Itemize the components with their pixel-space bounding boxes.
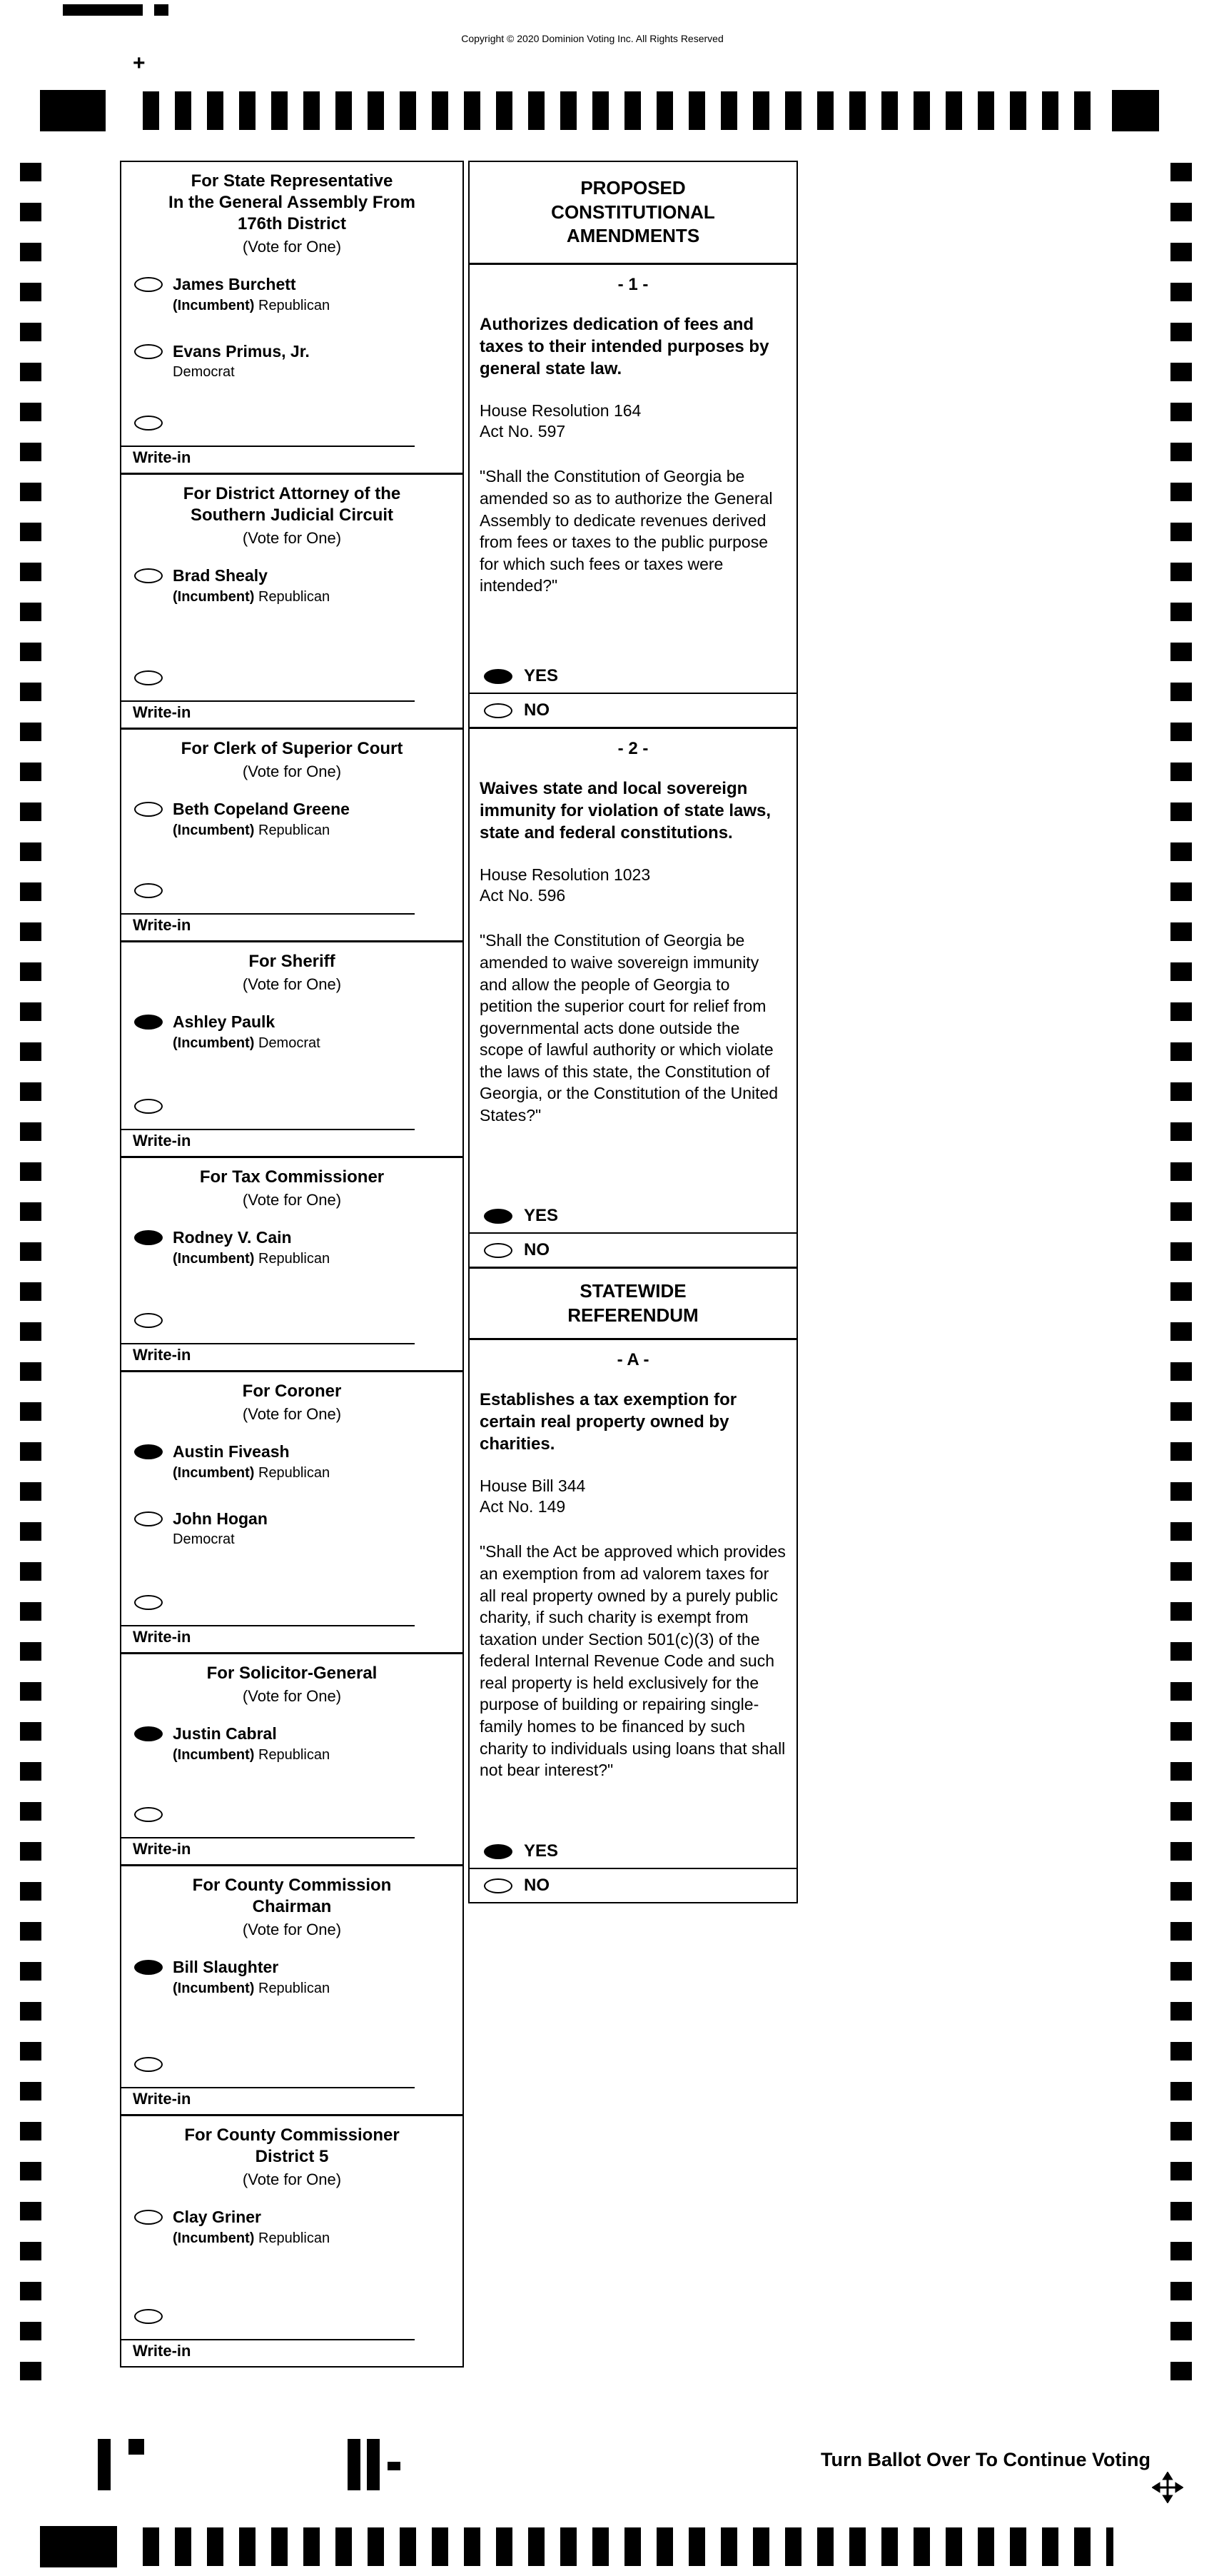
candidate-text — [173, 1012, 320, 1052]
contest-title: For Clerk of Superior Court — [181, 739, 403, 758]
candidate-list — [121, 566, 462, 633]
measure-question: "Shall the Constitution of Georgia be amended so as to authorize the General Assembly to dedicate revenues derived from fees or taxes to the public purpose for which such fees or taxes were intended?" — [480, 467, 773, 595]
candidate-text — [173, 800, 350, 840]
measure-summary: Establishes a tax exemption for certain real property owned by charities. — [480, 1390, 737, 1454]
write-in-label: Write-in — [133, 916, 191, 934]
candidate-oval[interactable] — [134, 1726, 163, 1741]
ballot-index-bar — [367, 2439, 380, 2490]
contest-title: For County Commission Chairman — [192, 1876, 392, 1916]
candidate-list — [121, 800, 462, 867]
candidate-name: James Burchett — [173, 275, 296, 293]
option-oval[interactable] — [484, 703, 512, 718]
measure-option — [470, 1232, 796, 1267]
write-in-oval[interactable] — [134, 1807, 163, 1822]
measure-summary: Authorizes dedication of fees and taxes to their intended purposes by general state law. — [480, 315, 769, 379]
contest — [121, 162, 462, 475]
candidate-oval[interactable] — [134, 2210, 163, 2225]
timing-mark-top-left-block — [40, 90, 106, 131]
measure-options — [470, 660, 796, 727]
vote-for-instruction: (Vote for One) — [242, 1687, 342, 1705]
write-in-row — [121, 883, 462, 902]
ballot-measure — [470, 1340, 796, 1902]
candidate-oval[interactable] — [134, 1015, 163, 1030]
candidate-oval[interactable] — [134, 344, 163, 359]
write-in-label: Write-in — [133, 1346, 191, 1364]
candidate-party-name: Democrat — [173, 364, 235, 381]
contest-title: For District Attorney of the Southern Judicial Circuit — [183, 484, 401, 525]
candidate-text — [173, 1442, 330, 1482]
measure-number: - 2 - — [617, 739, 649, 758]
candidate-list — [121, 1958, 462, 2025]
candidate-party — [173, 588, 330, 606]
candidate-party-name: Democrat — [254, 1035, 320, 1051]
write-in-row — [121, 1313, 462, 1332]
write-in-oval[interactable] — [134, 1595, 163, 1610]
write-in-row — [121, 2057, 462, 2076]
measure-references: House Resolution 1023 Act No. 596 — [480, 865, 651, 905]
contest — [121, 2116, 462, 2366]
option-oval[interactable] — [484, 1209, 512, 1224]
candidate-incumbent: (Incumbent) — [173, 1035, 255, 1051]
candidate-option — [121, 1012, 462, 1052]
corner-registration-bar — [63, 4, 143, 16]
candidate-text — [173, 1958, 330, 1998]
write-in-label: Write-in — [133, 2090, 191, 2108]
copyright-notice: Copyright © 2020 Dominion Voting Inc. All Rights Reserved — [461, 33, 724, 44]
measure-options — [470, 1835, 796, 1902]
contest-title: For Solicitor-General — [206, 1664, 378, 1683]
measure-options — [470, 1199, 796, 1267]
write-in-oval[interactable] — [134, 1313, 163, 1328]
candidate-name: Clay Griner — [173, 2208, 261, 2226]
contest-title: For Coroner — [242, 1382, 342, 1401]
contest — [121, 1158, 462, 1372]
contest — [121, 730, 462, 942]
candidate-oval[interactable] — [134, 802, 163, 817]
option-label: NO — [524, 1240, 550, 1259]
vote-for-instruction: (Vote for One) — [242, 975, 342, 993]
write-in-oval[interactable] — [134, 883, 163, 898]
ballot-index-bar — [98, 2439, 111, 2490]
option-label: NO — [524, 1876, 550, 1895]
option-oval[interactable] — [484, 669, 512, 684]
candidate-name: Ashley Paulk — [173, 1012, 275, 1031]
vote-for-instruction: (Vote for One) — [242, 1405, 342, 1423]
candidate-incumbent: (Incumbent) — [173, 1250, 255, 1267]
candidate-party-name: Republican — [254, 1464, 330, 1481]
candidate-party — [173, 1464, 330, 1482]
candidate-option — [121, 1228, 462, 1268]
candidate-option — [121, 800, 462, 840]
candidate-party — [173, 1035, 320, 1052]
option-label: YES — [524, 666, 559, 685]
measure-option — [470, 1835, 796, 1868]
write-in-label: Write-in — [133, 1840, 191, 1858]
candidate-party — [173, 1250, 330, 1268]
candidate-oval[interactable] — [134, 568, 163, 583]
measure-option — [470, 660, 796, 693]
write-in-row — [121, 1807, 462, 1826]
candidate-list — [121, 275, 462, 408]
measure-option — [470, 693, 796, 727]
candidate-incumbent: (Incumbent) — [173, 1980, 255, 1996]
measures-section-header: STATEWIDE REFERENDUM — [470, 1269, 796, 1340]
write-in-label: Write-in — [133, 703, 191, 721]
contest — [121, 475, 462, 730]
vote-for-instruction: (Vote for One) — [242, 238, 342, 256]
ballot-index-square — [128, 2439, 144, 2455]
write-in-label: Write-in — [133, 448, 191, 466]
candidate-oval[interactable] — [134, 1511, 163, 1526]
candidate-list — [121, 1724, 462, 1791]
ballot-measure — [470, 265, 796, 729]
contest — [121, 1866, 462, 2116]
candidate-party — [173, 297, 330, 315]
corner-registration-square — [154, 4, 168, 16]
candidate-option — [121, 2208, 462, 2248]
candidate-option — [121, 1442, 462, 1482]
candidate-list — [121, 1228, 462, 1295]
write-in-block — [121, 416, 462, 473]
turn-ballot-instruction: Turn Ballot Over To Continue Voting — [821, 2449, 1150, 2470]
measure-question: "Shall the Act be approved which provides an exemption from ad valorem taxes for all real property owned by a purely public charity, if such charity is exempt from taxation under Section 501(c)(3) of the federal Internal Revenue Code and such real property is held exclusively for the purpose of building or repairing single-family homes to be financed by such charity to individuals using loans that shall not bear interest?" — [480, 1542, 786, 1780]
timing-mark-top-right-block — [1112, 90, 1159, 131]
write-in-block — [121, 2057, 462, 2114]
measure-summary: Waives state and local sovereign immunity for violation of state laws, state and federal constitutions. — [480, 779, 772, 843]
vote-for-instruction: (Vote for One) — [242, 1191, 342, 1209]
candidate-option — [121, 275, 462, 315]
candidate-option — [121, 566, 462, 606]
candidate-party-name: Republican — [254, 822, 330, 838]
vote-for-instruction: (Vote for One) — [242, 529, 342, 547]
candidate-incumbent: (Incumbent) — [173, 2230, 255, 2246]
candidate-text — [173, 1724, 330, 1764]
candidate-party-name: Republican — [254, 2230, 330, 2246]
timing-marks-right — [1170, 163, 1192, 2380]
candidate-party-name: Republican — [254, 1250, 330, 1267]
write-in-oval[interactable] — [134, 2057, 163, 2072]
measure-question: "Shall the Constitution of Georgia be amended to waive sovereign immunity and allow the people of Georgia to petition the superior court for relief from governmental acts done outside the scope of lawful authority or which violate the laws of this state, the Constitution of Georgia, or the Constitution of the United States?" — [480, 931, 779, 1125]
candidate-text — [173, 2208, 330, 2248]
contest-title: For Sheriff — [248, 952, 335, 971]
option-label: NO — [524, 700, 550, 720]
timing-marks-top — [143, 91, 1106, 130]
candidate-party-name: Democrat — [173, 1531, 235, 1548]
candidate-incumbent: (Incumbent) — [173, 822, 255, 838]
candidate-name: John Hogan — [173, 1509, 268, 1528]
measure-number: - 1 - — [617, 275, 649, 294]
write-in-row — [121, 2309, 462, 2328]
measure-option — [470, 1868, 796, 1902]
contest — [121, 1372, 462, 1654]
contest-title: For County Commissioner District 5 — [184, 2125, 400, 2166]
contest-title: For State Representative In the General Assembly From 176th District — [168, 171, 415, 233]
write-in-label: Write-in — [133, 1628, 191, 1646]
candidate-party-name: Republican — [254, 1980, 330, 1996]
candidate-option — [121, 1509, 462, 1549]
candidate-text — [173, 275, 330, 315]
candidate-name: Beth Copeland Greene — [173, 800, 350, 818]
candidate-list — [121, 1442, 462, 1576]
candidate-party-name: Republican — [254, 297, 330, 313]
measures-section-header: PROPOSED CONSTITUTIONAL AMENDMENTS — [470, 162, 796, 265]
contest-title: For Tax Commissioner — [199, 1167, 385, 1187]
option-label: YES — [524, 1841, 559, 1861]
option-oval[interactable] — [484, 1878, 512, 1893]
vote-for-instruction: (Vote for One) — [242, 1921, 342, 1938]
candidate-party — [173, 1531, 268, 1549]
move-cursor-icon — [1152, 2472, 1183, 2507]
candidate-oval[interactable] — [134, 1230, 163, 1245]
candidate-incumbent: (Incumbent) — [173, 588, 255, 605]
write-in-oval[interactable] — [134, 416, 163, 431]
candidate-option — [121, 342, 462, 382]
candidate-list — [121, 1012, 462, 1080]
candidate-incumbent: (Incumbent) — [173, 1464, 255, 1481]
ballot-index-bar — [348, 2439, 360, 2490]
candidate-text — [173, 342, 310, 382]
write-in-row — [121, 1099, 462, 1117]
candidate-party-name: Republican — [254, 588, 330, 605]
write-in-block — [121, 2309, 462, 2366]
candidate-oval[interactable] — [134, 277, 163, 292]
timing-marks-bottom — [143, 2527, 1113, 2566]
candidate-party — [173, 2230, 330, 2248]
candidate-text — [173, 1228, 330, 1268]
candidate-name: Rodney V. Cain — [173, 1228, 292, 1247]
measure-references: House Bill 344 Act No. 149 — [480, 1476, 586, 1516]
candidate-incumbent: (Incumbent) — [173, 297, 255, 313]
candidate-list — [121, 2208, 462, 2275]
candidate-option — [121, 1958, 462, 1998]
contest — [121, 1654, 462, 1866]
candidate-party — [173, 1746, 330, 1764]
timing-mark-bottom-left-block — [40, 2526, 117, 2567]
write-in-block — [121, 1313, 462, 1370]
measures-column — [468, 161, 798, 1903]
vote-for-instruction: (Vote for One) — [242, 2170, 342, 2188]
candidate-name: Evans Primus, Jr. — [173, 341, 310, 361]
write-in-oval[interactable] — [134, 670, 163, 685]
candidate-oval[interactable] — [134, 1960, 163, 1975]
candidate-party — [173, 363, 310, 381]
write-in-label: Write-in — [133, 2342, 191, 2360]
write-in-row — [121, 670, 462, 689]
candidate-name: Bill Slaughter — [173, 1958, 279, 1976]
write-in-block — [121, 883, 462, 940]
option-oval[interactable] — [484, 1844, 512, 1859]
contest — [121, 942, 462, 1158]
option-oval[interactable] — [484, 1243, 512, 1258]
write-in-block — [121, 1099, 462, 1156]
measure-references: House Resolution 164 Act No. 597 — [480, 401, 642, 441]
candidate-name: Austin Fiveash — [173, 1442, 290, 1461]
measure-number: - A - — [617, 1350, 649, 1369]
candidate-party-name: Republican — [254, 1746, 330, 1763]
ballot-measure — [470, 729, 796, 1269]
candidate-name: Justin Cabral — [173, 1724, 277, 1743]
write-in-oval[interactable] — [134, 1099, 163, 1114]
write-in-label: Write-in — [133, 1132, 191, 1149]
contest-column — [120, 161, 464, 2368]
candidate-party — [173, 822, 350, 840]
registration-plus-mark: + — [133, 51, 146, 75]
write-in-row — [121, 416, 462, 434]
write-in-block — [121, 1595, 462, 1652]
candidate-party — [173, 1980, 330, 1998]
vote-for-instruction: (Vote for One) — [242, 763, 342, 780]
timing-marks-left — [20, 163, 41, 2380]
measure-option — [470, 1199, 796, 1232]
option-label: YES — [524, 1206, 559, 1225]
candidate-name: Brad Shealy — [173, 566, 268, 585]
candidate-incumbent: (Incumbent) — [173, 1746, 255, 1763]
write-in-oval[interactable] — [134, 2309, 163, 2324]
candidate-text — [173, 566, 330, 606]
candidate-option — [121, 1724, 462, 1764]
write-in-block — [121, 670, 462, 728]
write-in-row — [121, 1595, 462, 1614]
write-in-block — [121, 1807, 462, 1864]
candidate-oval[interactable] — [134, 1444, 163, 1459]
candidate-text — [173, 1509, 268, 1549]
ballot-index-dash — [388, 2462, 400, 2470]
